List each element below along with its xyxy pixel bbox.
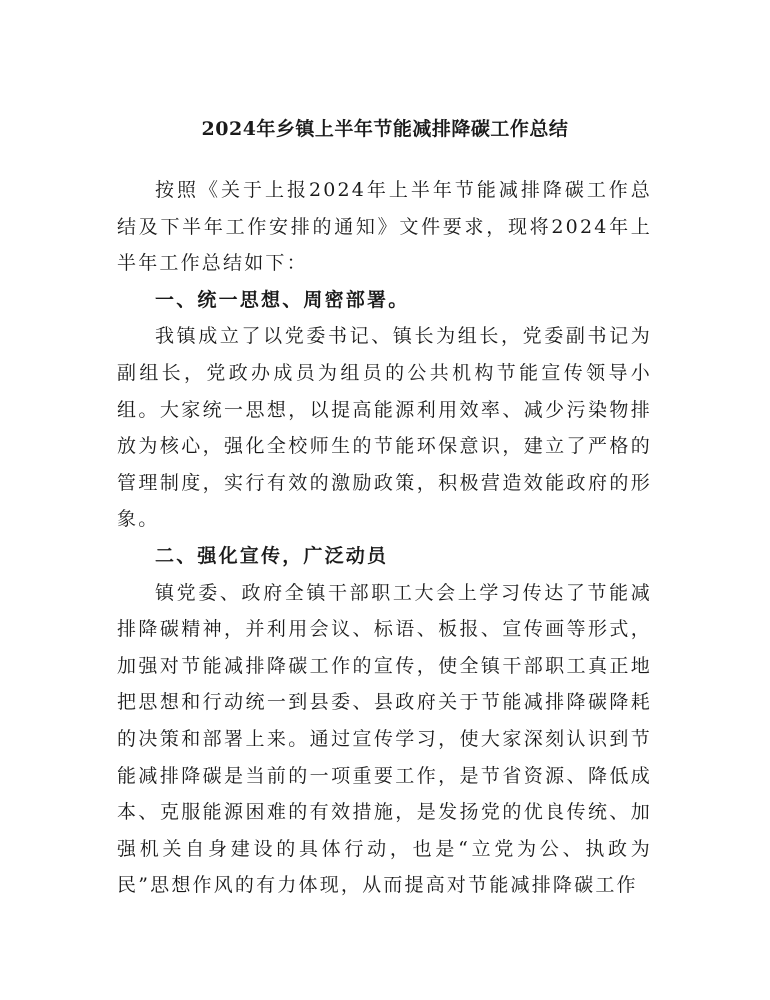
paragraph-section-2: 镇党委、政府全镇干部职工大会上学习传达了节能减排降碳精神，并利用会议、标语、板报、宣传画等形式，加强对节能减排降碳工作的宣传，使全镇干部职工真正地把思想和行动统一到县委、县政府关于节能减排降碳降耗的决策和部署上来。通过宣传学习，使大家深刻认识到节能减排降碳是当前的一项重要工作，是节省资源、降低成本、克服能源困难的有效措施，是发扬党的优良传统、加强机关自身建设的具体行动，也是“立党为公、执政为民”思想作风的有力体现，从而提高对节能减排降碳工作 bbox=[117, 581, 652, 897]
paragraph-section-1: 我镇成立了以党委书记、镇长为组长，党委副书记为副组长，党政办成员为组员的公共机构节能宣传领导小组。大家统一思想，以提高能源利用效率、减少污染物排放为核心，强化全校师生的节能环保意识，建立了严格的管理制度，实行有效的激励政策，积极营造效能政府的形象。 bbox=[117, 325, 652, 531]
section-heading-1: 一、统一思想、周密部署。 bbox=[155, 288, 410, 311]
document-title: 2024年乡镇上半年节能减排降碳工作总结 bbox=[201, 118, 569, 140]
paragraph-intro: 按照《关于上报2024年上半年节能减排降碳工作总结及下半年工作安排的通知》文件要求，现将2024年上半年工作总结如下： bbox=[117, 179, 652, 275]
document-body bbox=[117, 172, 652, 904]
section-heading-2: 二、强化宣传，广泛动员 bbox=[155, 544, 389, 567]
